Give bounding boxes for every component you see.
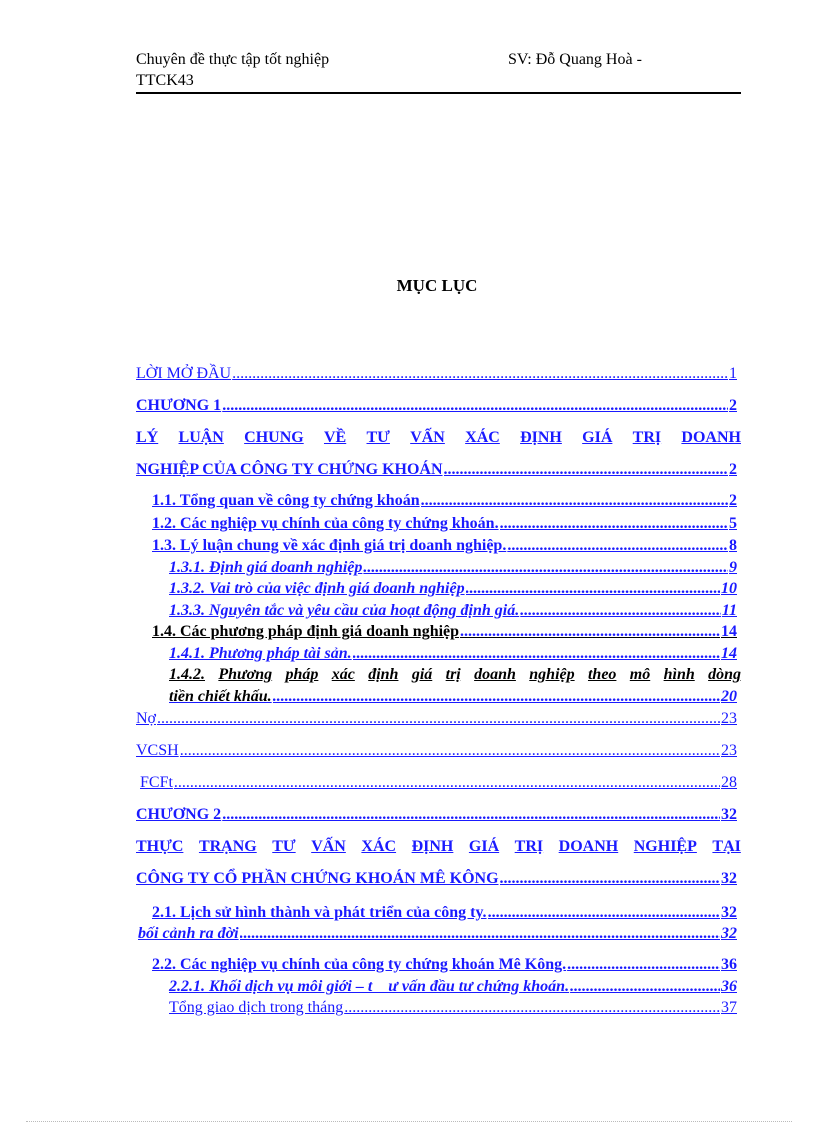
header-right: SV: Đỗ Quang Hoà -	[508, 51, 642, 68]
title-word: TRỊ	[514, 838, 544, 855]
toc-chuong-1-title-line1[interactable]	[136, 429, 741, 447]
title-word: DOANH	[681, 429, 741, 446]
page-title: MỤC LỤC	[396, 276, 478, 295]
title-word: pháp	[285, 666, 319, 683]
title-word: ĐỊNH	[411, 838, 454, 855]
title-word: TƯ	[272, 838, 296, 855]
title-word: TRỊ	[632, 429, 662, 446]
title-word: XÁC	[361, 838, 397, 855]
toc-section-1-3-2[interactable]: 1.3.2. Vai trò của việc định giá doanh nghiệp ..... 10	[169, 580, 737, 598]
title-word: NGHIỆP	[633, 838, 697, 855]
title-word: DOANH	[558, 838, 619, 855]
toc-chuong-1-title-line2[interactable]: NGHIỆP CỦA CÔNG TY CHỨNG KHOÁN ..... 2	[136, 461, 737, 479]
title-word: mô	[629, 666, 651, 683]
toc-tong-giao-dich[interactable]: Tổng giao dịch trong tháng ..... 37	[169, 999, 737, 1017]
page-bottom-divider	[26, 1121, 792, 1122]
title-word: GIÁ	[582, 429, 613, 446]
toc-section-2-2-1[interactable]: 2.2.1. Khối dịch vụ môi giới – t ư vấn đầu tư chứng khoán. ..... 36	[169, 978, 737, 996]
toc-loi-mo-dau[interactable]: LỜI MỞ ĐẦU ..... 1	[136, 365, 737, 383]
title-word: theo	[587, 666, 617, 683]
title-word: dòng	[708, 666, 741, 683]
title-word: trị	[445, 666, 461, 683]
toc-chuong-1[interactable]: CHƯƠNG 1 ..... 2	[136, 397, 737, 415]
title-word: TRẠNG	[198, 838, 257, 855]
title-word: LUẬN	[178, 429, 224, 446]
toc-section-1-4-1[interactable]: 1.4.1. Phương pháp tài sản. ..... 14	[169, 645, 737, 663]
toc-section-1-4-2-line2[interactable]: tiền chiết khấu. ..... 20	[169, 688, 737, 706]
title-word: Phương	[218, 666, 273, 683]
toc-section-1-2[interactable]: 1.2. Các nghiệp vụ chính của công ty chứng khoán. ..... 5	[152, 515, 737, 533]
title-word: 1.4.2.	[169, 666, 205, 683]
toc-section-1-3-3[interactable]: 1.3.3. Nguyên tắc và yêu cầu của hoạt động định giá. ..... 11	[169, 602, 737, 620]
toc-chuong-2-title-line1[interactable]	[136, 838, 741, 856]
toc-section-2-1-context[interactable]: bối cảnh ra đời ..... 32	[138, 925, 737, 943]
title-word: nghiệp	[529, 666, 575, 683]
title-word: THỰC	[136, 838, 184, 855]
title-word: GIÁ	[468, 838, 500, 855]
toc-section-1-4[interactable]: 1.4. Các phương pháp định giá doanh nghiệp ..... 14	[152, 623, 737, 641]
title-word: VẤN	[410, 429, 445, 446]
toc-section-1-3-1[interactable]: 1.3.1. Định giá doanh nghiệp ..... 9	[169, 559, 737, 577]
title-word: XÁC	[465, 429, 500, 446]
title-word: TƯ	[366, 429, 390, 446]
toc-chuong-2-title-line2[interactable]: CÔNG TY CỔ PHẦN CHỨNG KHOÁN MÊ KÔNG ..... 32	[136, 870, 737, 888]
title-word: VẤN	[311, 838, 346, 855]
toc-section-2-1[interactable]: 2.1. Lịch sử hình thành và phát triển của công ty. ..... 32	[152, 904, 737, 922]
title-word: giá	[411, 666, 433, 683]
title-word: hình	[663, 666, 695, 683]
toc-vcsh[interactable]: VCSH ..... 23	[136, 742, 737, 760]
title-word: ĐỊNH	[520, 429, 562, 446]
toc-section-1-3[interactable]: 1.3. Lý luận chung về xác định giá trị doanh nghiệp. ..... 8	[152, 537, 737, 555]
title-word: doanh	[474, 666, 516, 683]
header-left: Chuyên đề thực tập tốt nghiệp	[136, 51, 330, 68]
toc-no[interactable]: Nợ ..... 23	[136, 710, 737, 728]
toc-fcfe[interactable]: FCFt ..... 28	[140, 774, 737, 792]
header-divider	[136, 92, 741, 94]
title-word: CHUNG	[244, 429, 304, 446]
title-word: VỀ	[323, 429, 347, 446]
title-word: TẠI	[712, 838, 741, 855]
toc-section-1-1[interactable]: 1.1. Tổng quan về công ty chứng khoán ..... 2	[152, 492, 737, 510]
toc-chuong-2[interactable]: CHƯƠNG 2 ..... 32	[136, 806, 737, 824]
toc-section-1-4-2-line1[interactable]	[169, 666, 741, 684]
title-word: định	[368, 666, 399, 683]
title-word: LÝ	[136, 429, 159, 446]
toc-section-2-2[interactable]: 2.2. Các nghiệp vụ chính của công ty chứng khoán Mê Kông. ..... 36	[152, 956, 737, 974]
header-second-line: TTCK43	[136, 72, 194, 89]
title-word: xác	[331, 666, 355, 683]
